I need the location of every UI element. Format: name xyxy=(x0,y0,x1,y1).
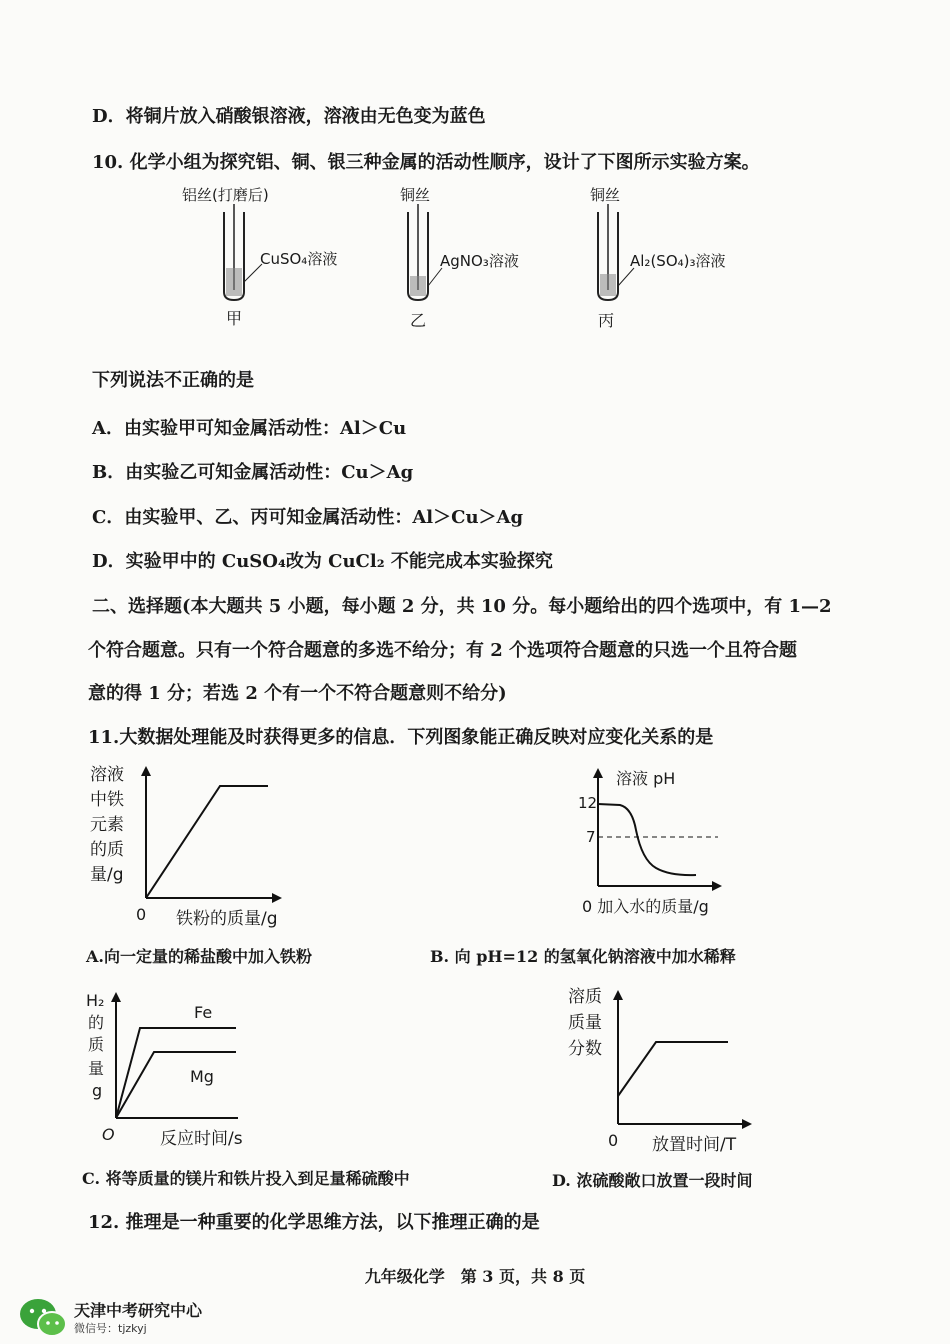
section2-line2: 个符合题意。只有一个符合题意的多选不给分；有 2 个选项符合题意的只选一个且符合题 xyxy=(88,640,798,661)
q10-option-c: C．由实验甲、乙、丙可知金属活动性：Al＞Cu＞Ag xyxy=(92,507,524,528)
graph-a-ylabel-2: 中铁 xyxy=(90,790,124,810)
graph-d-ylabel-2: 质量 xyxy=(568,1013,602,1033)
graph-a-curve xyxy=(146,786,268,898)
graph-a-xlabel: 铁粉的质量/g xyxy=(176,909,278,929)
q9-option-d: D．将铜片放入硝酸银溶液，溶液由无色变为蓝色 xyxy=(92,106,486,127)
q11-stem: 11.大数据处理能及时获得更多的信息．下列图象能正确反映对应变化关系的是 xyxy=(88,727,714,748)
tube-yi-wire-label: 铜丝 xyxy=(400,186,431,204)
graph-c-ylabel-1: H₂ xyxy=(86,991,105,1010)
graph-a-origin: 0 xyxy=(136,905,147,924)
q10-option-d: D．实验甲中的 CuSO₄改为 CuCl₂ 不能完成本实验探究 xyxy=(92,551,553,572)
graph-a-ylabel-5: 量/g xyxy=(90,865,124,885)
graph-c-ylabel-4: 量 xyxy=(88,1059,105,1078)
graph-c-origin: O xyxy=(102,1125,115,1144)
graph-c-mg-curve xyxy=(116,1052,236,1118)
graph-c-ylabel-3: 质 xyxy=(88,1035,105,1054)
graph-b-curve xyxy=(598,804,696,875)
graph-b-tick-12: 12 xyxy=(578,794,598,812)
section2-line1: 二、选择题(本大题共 5 小题，每小题 2 分，共 10 分。每小题给出的四个选项中，有 1—2 xyxy=(92,596,832,617)
graph-c-series-mg: Mg xyxy=(190,1067,214,1086)
page-footer: 九年级化学 第 3 页，共 8 页 xyxy=(364,1267,586,1286)
graph-d-curve xyxy=(618,1042,728,1096)
graph-a-caption: A.向一定量的稀盐酸中加入铁粉 xyxy=(86,947,312,966)
q10-experiment-diagram xyxy=(170,182,790,332)
graph-d-caption: D. 浓硫酸敞口放置一段时间 xyxy=(552,1171,753,1190)
tube-jia-label: 甲 xyxy=(226,309,243,328)
graph-a-ylabel-4: 的质 xyxy=(90,840,124,860)
tube-bing-wire-label: 铜丝 xyxy=(590,186,621,204)
tube-yi-label: 乙 xyxy=(410,311,427,330)
graph-c-y-arrow xyxy=(111,992,121,1002)
q10-option-a: A．由实验甲可知金属活动性：Al＞Cu xyxy=(92,418,407,439)
graph-b-caption: B. 向 pH=12 的氢氧化钠溶液中加水稀释 xyxy=(430,947,736,966)
graph-d-y-arrow xyxy=(613,990,623,1000)
test-tube-jia xyxy=(182,186,337,328)
brand-name: 天津中考研究中心 xyxy=(74,1301,203,1320)
graph-b xyxy=(576,760,756,922)
brand-wechat-id: 微信号：tjzkyj xyxy=(74,1322,147,1335)
graph-a-ylabel-1: 溶液 xyxy=(90,765,124,785)
wechat-icon xyxy=(18,1296,70,1340)
q10-option-b: B．由实验乙可知金属活动性：Cu＞Ag xyxy=(92,462,414,483)
graph-c-xlabel: 反应时间/s xyxy=(160,1129,243,1149)
test-tube-yi xyxy=(400,186,519,330)
tube-yi-solution-label: AgNO₃溶液 xyxy=(440,252,519,270)
tube-jia-solution-label: CuSO₄溶液 xyxy=(260,250,338,268)
graph-d-origin: 0 xyxy=(608,1131,619,1150)
tube-jia-wire-label: 铝丝(打磨后) xyxy=(182,186,269,204)
test-tube-bing xyxy=(590,186,726,330)
graph-a-y-arrow xyxy=(141,766,151,776)
graph-b-y-arrow xyxy=(593,768,603,778)
q12-stem: 12. 推理是一种重要的化学思维方法，以下推理正确的是 xyxy=(88,1212,540,1233)
tube-bing-solution-label: Al₂(SO₄)₃溶液 xyxy=(630,252,726,270)
graph-c-fe-curve xyxy=(116,1028,236,1118)
graph-d xyxy=(560,982,770,1154)
graph-c-ylabel-5: g xyxy=(92,1081,103,1100)
q10-prompt: 下列说法不正确的是 xyxy=(92,370,254,391)
graph-c-caption: C. 将等质量的镁片和铁片投入到足量稀硫酸中 xyxy=(82,1169,410,1188)
tube-bing-label: 丙 xyxy=(598,311,615,330)
graph-a-x-arrow xyxy=(272,893,282,903)
q10-stem: 10. 化学小组为探究铝、铜、银三种金属的活动性顺序，设计了下图所示实验方案。 xyxy=(92,152,760,173)
graph-d-ylabel-3: 分数 xyxy=(568,1039,602,1059)
section2-line3: 意的得 1 分；若选 2 个有一个不符合题意则不给分) xyxy=(88,683,507,704)
graph-a xyxy=(86,758,326,938)
graph-d-xlabel: 放置时间/T xyxy=(652,1135,737,1154)
graph-b-ylabel: 溶液 pH xyxy=(616,769,676,788)
graph-d-x-arrow xyxy=(742,1119,752,1129)
graph-a-ylabel-3: 元素 xyxy=(90,815,124,835)
graph-c-series-fe: Fe xyxy=(194,1003,213,1022)
graph-d-ylabel-1: 溶质 xyxy=(568,987,602,1007)
graph-b-x-arrow xyxy=(712,881,722,891)
graph-c xyxy=(82,984,262,1152)
brand-watermark xyxy=(18,1296,203,1344)
graph-b-tick-7: 7 xyxy=(586,828,596,846)
graph-c-ylabel-2: 的 xyxy=(88,1013,105,1032)
graph-b-xlabel: 0 加入水的质量/g xyxy=(582,897,709,916)
